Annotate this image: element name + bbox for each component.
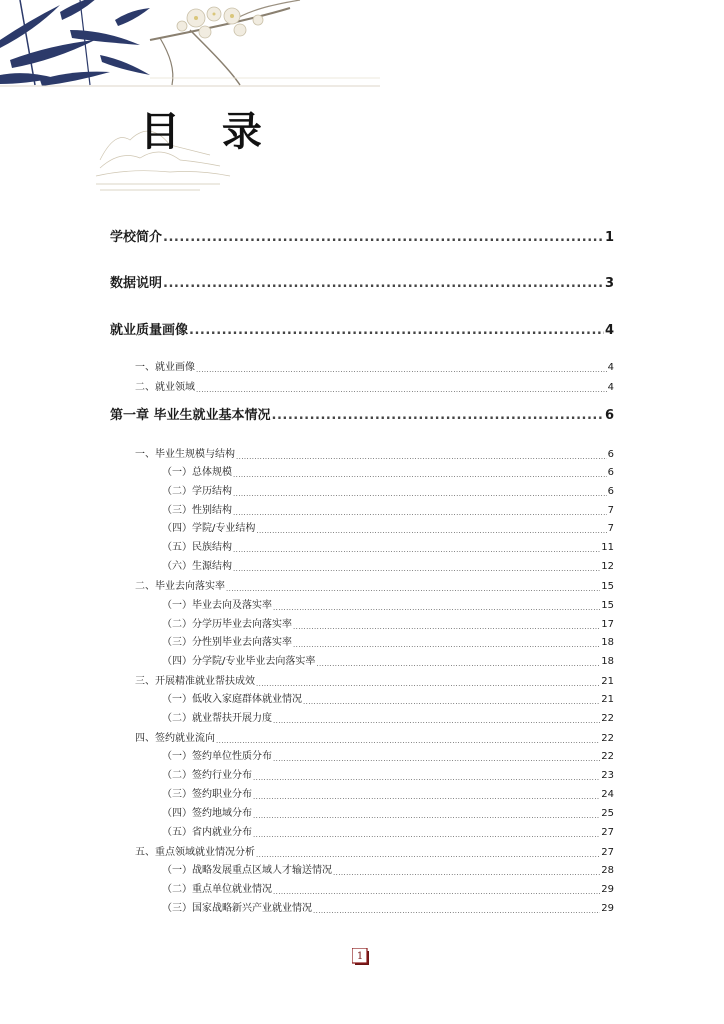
toc-entry-label: （一）低收入家庭群体就业情况 bbox=[162, 694, 302, 705]
toc-entry-label: （三）性别结构 bbox=[162, 505, 232, 516]
toc-entry-page: 21 bbox=[601, 694, 614, 705]
toc-leader-dots bbox=[233, 490, 607, 498]
toc-entry[interactable] bbox=[110, 902, 614, 915]
toc-entry-label: 一、就业画像 bbox=[135, 362, 195, 373]
toc-leader-dots bbox=[316, 660, 600, 668]
toc-leader-dots bbox=[253, 831, 600, 839]
toc-entry-label: （一）毕业去向及落实率 bbox=[162, 600, 272, 611]
toc-entry-label: 第一章 毕业生就业基本情况 bbox=[110, 408, 271, 423]
toc-entry-page: 29 bbox=[601, 903, 614, 914]
toc-entry[interactable] bbox=[110, 408, 614, 424]
toc-entry[interactable] bbox=[110, 826, 614, 839]
header-decoration bbox=[0, 0, 724, 210]
toc-entry[interactable] bbox=[110, 485, 614, 498]
toc-leader-dots bbox=[163, 230, 604, 246]
toc-entry-label: （二）就业帮扶开展力度 bbox=[162, 713, 272, 724]
toc-entry-label: （二）分学历毕业去向落实率 bbox=[162, 619, 292, 630]
toc-leader-dots bbox=[293, 641, 600, 649]
toc-leader-dots bbox=[256, 680, 600, 688]
toc-entry-label: （一）签约单位性质分布 bbox=[162, 751, 272, 762]
toc-entry[interactable] bbox=[110, 522, 614, 535]
toc-leader-dots bbox=[273, 717, 600, 725]
toc-entry[interactable] bbox=[110, 788, 614, 801]
toc-entry[interactable] bbox=[110, 712, 614, 725]
toc-entry-label: 数据说明 bbox=[110, 276, 163, 291]
toc-leader-dots bbox=[163, 276, 604, 292]
toc-entry-page: 21 bbox=[601, 676, 614, 687]
toc-entry[interactable] bbox=[110, 693, 614, 706]
toc-entry[interactable] bbox=[110, 541, 614, 554]
toc-leader-dots bbox=[216, 737, 600, 745]
toc-entry-page: 27 bbox=[601, 827, 614, 838]
toc-leader-dots bbox=[256, 527, 606, 535]
toc-entry-page: 6 bbox=[607, 467, 614, 478]
toc-entry-page: 24 bbox=[601, 789, 614, 800]
toc-entry-label: （二）学历结构 bbox=[162, 486, 232, 497]
toc-entry-page: 12 bbox=[601, 561, 614, 572]
toc-leader-dots bbox=[293, 623, 600, 631]
toc-entry[interactable] bbox=[110, 636, 614, 649]
toc-leader-dots bbox=[189, 323, 604, 339]
toc-entry-page: 7 bbox=[607, 505, 614, 516]
toc-leader-dots bbox=[196, 366, 607, 374]
toc-entry-page: 3 bbox=[604, 276, 614, 291]
toc-leader-dots bbox=[253, 793, 600, 801]
toc-entry-page: 15 bbox=[601, 600, 614, 611]
toc-leader-dots bbox=[233, 565, 600, 573]
toc-entry-label: （二）重点单位就业情况 bbox=[162, 884, 272, 895]
toc-entry-label: （四）学院/专业结构 bbox=[162, 523, 256, 534]
toc-entry-page: 1 bbox=[604, 230, 614, 245]
toc-entry-page: 7 bbox=[607, 523, 614, 534]
toc-entry-page: 28 bbox=[601, 865, 614, 876]
toc-entry-label: 三、开展精准就业帮扶成效 bbox=[135, 676, 255, 687]
toc-leader-dots bbox=[313, 907, 600, 915]
toc-entry[interactable] bbox=[110, 230, 614, 246]
toc-entry-page: 11 bbox=[601, 542, 614, 553]
toc-entry[interactable] bbox=[110, 580, 614, 593]
toc-leader-dots bbox=[333, 869, 600, 877]
toc-entry[interactable] bbox=[110, 361, 614, 374]
toc-entry[interactable] bbox=[110, 769, 614, 782]
toc-entry-label: 二、就业领域 bbox=[135, 382, 195, 393]
toc-entry[interactable] bbox=[110, 276, 614, 292]
toc-leader-dots bbox=[196, 386, 607, 394]
toc-leader-dots bbox=[233, 546, 600, 554]
toc-entry-label: （一）总体规模 bbox=[162, 467, 232, 478]
toc-entry-page: 18 bbox=[601, 656, 614, 667]
toc-entry[interactable] bbox=[110, 560, 614, 573]
toc-entry[interactable] bbox=[110, 883, 614, 896]
toc-entry-label: （五）民族结构 bbox=[162, 542, 232, 553]
toc-entry[interactable] bbox=[110, 466, 614, 479]
toc-entry-page: 6 bbox=[607, 486, 614, 497]
toc-entry-page: 23 bbox=[601, 770, 614, 781]
toc-entry-page: 15 bbox=[601, 581, 614, 592]
toc-entry-page: 6 bbox=[604, 408, 614, 423]
toc-entry-label: （一）战略发展重点区域人才输送情况 bbox=[162, 865, 332, 876]
toc-entry[interactable] bbox=[110, 655, 614, 668]
toc-entry-page: 17 bbox=[601, 619, 614, 630]
toc-entry[interactable] bbox=[110, 504, 614, 517]
toc-leader-dots bbox=[226, 585, 600, 593]
toc-entry-page: 18 bbox=[601, 637, 614, 648]
toc-entry-page: 22 bbox=[601, 733, 614, 744]
toc-leader-dots bbox=[273, 604, 600, 612]
toc-entry-label: （三）分性别毕业去向落实率 bbox=[162, 637, 292, 648]
toc-leader-dots bbox=[256, 851, 600, 859]
toc-entry-label: 五、重点领域就业情况分析 bbox=[135, 847, 255, 858]
toc-entry-label: 四、签约就业流向 bbox=[135, 733, 215, 744]
toc-entry-label: 二、毕业去向落实率 bbox=[135, 581, 225, 592]
toc-entry-label: （四）分学院/专业毕业去向落实率 bbox=[162, 656, 316, 667]
toc-entry[interactable] bbox=[110, 846, 614, 859]
toc-entry[interactable] bbox=[110, 750, 614, 763]
toc-leader-dots bbox=[236, 453, 607, 461]
toc-leader-dots bbox=[233, 509, 607, 517]
toc-entry-label: （三）国家战略新兴产业就业情况 bbox=[162, 903, 312, 914]
toc-leader-dots bbox=[253, 812, 600, 820]
toc-entry-label: （三）签约职业分布 bbox=[162, 789, 252, 800]
toc-leader-dots bbox=[272, 408, 604, 424]
toc-entry[interactable] bbox=[110, 323, 614, 339]
toc-entry[interactable] bbox=[110, 675, 614, 688]
toc-entry-page: 27 bbox=[601, 847, 614, 858]
toc-leader-dots bbox=[273, 888, 600, 896]
toc-leader-dots bbox=[233, 471, 607, 479]
toc-entry-label: 一、毕业生规模与结构 bbox=[135, 449, 235, 460]
toc-entry[interactable] bbox=[110, 448, 614, 461]
toc-entry-page: 29 bbox=[601, 884, 614, 895]
toc-leader-dots bbox=[273, 755, 600, 763]
page-number-badge bbox=[352, 948, 370, 966]
toc-entry[interactable] bbox=[110, 864, 614, 877]
toc-entry-page: 4 bbox=[607, 382, 614, 393]
toc-entry-page: 4 bbox=[607, 362, 614, 373]
toc-entry-label: 就业质量画像 bbox=[110, 323, 189, 338]
page-number: 1 bbox=[356, 951, 364, 962]
toc-entry-label: 学校简介 bbox=[110, 230, 163, 245]
toc-entry[interactable] bbox=[110, 599, 614, 612]
toc-entry[interactable] bbox=[110, 732, 614, 745]
toc-entry[interactable] bbox=[110, 381, 614, 394]
toc-entry-page: 6 bbox=[607, 449, 614, 460]
toc-entry-page: 22 bbox=[601, 713, 614, 724]
toc-entry[interactable] bbox=[110, 618, 614, 631]
toc-entry-label: （二）签约行业分布 bbox=[162, 770, 252, 781]
toc-leader-dots bbox=[303, 698, 600, 706]
toc-entry-page: 22 bbox=[601, 751, 614, 762]
toc-entry-label: （五）省内就业分布 bbox=[162, 827, 252, 838]
toc-entry[interactable] bbox=[110, 807, 614, 820]
toc-entry-label: （四）签约地域分布 bbox=[162, 808, 252, 819]
toc-entry-label: （六）生源结构 bbox=[162, 561, 232, 572]
toc-entry-page: 4 bbox=[604, 323, 614, 338]
toc-leader-dots bbox=[253, 774, 600, 782]
toc-entry-page: 25 bbox=[601, 808, 614, 819]
page-title: 目 录 bbox=[140, 109, 276, 155]
